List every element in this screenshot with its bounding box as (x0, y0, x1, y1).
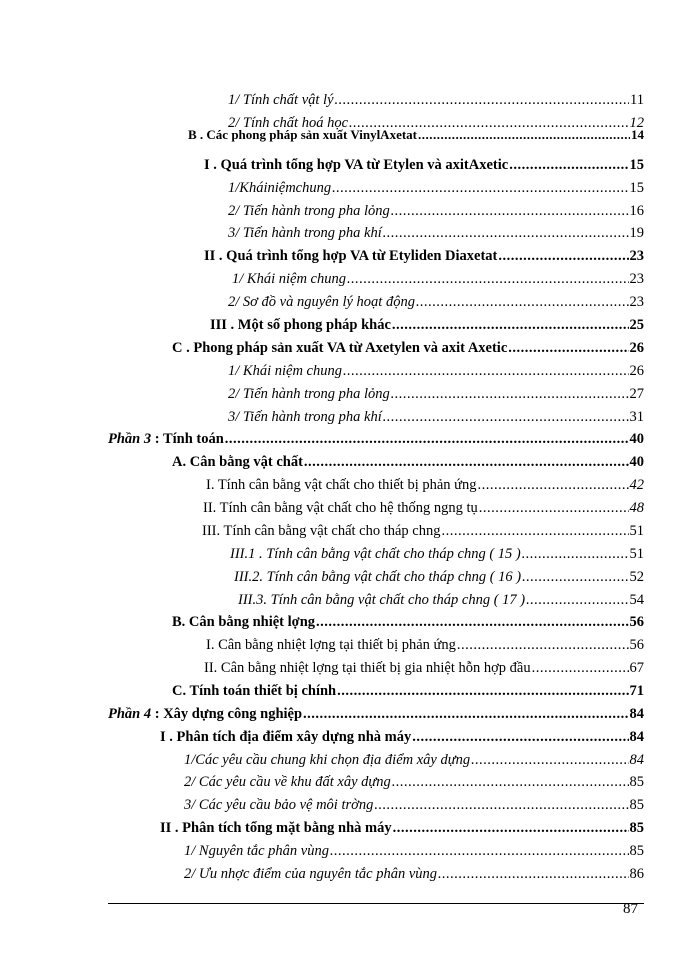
toc-entry-label: 1/ Khái niệm chung (232, 271, 346, 287)
footer-rule (108, 903, 644, 904)
toc-entry-page: 25 (629, 317, 644, 333)
toc-entry-page: 31 (629, 409, 644, 425)
toc-entry (234, 566, 644, 588)
toc-entry-label: III.3. Tính cân bằng vật chất cho tháp chng ( 17 ) (238, 592, 526, 608)
toc-entry (228, 89, 644, 111)
toc-entry-label: II . Quá trình tổng hợp VA từ Etyliden Diaxetat (204, 248, 498, 264)
toc-leader (457, 634, 629, 656)
toc-entry (228, 177, 644, 199)
toc-entry-label: III.2. Tính cân bằng vật chất cho tháp chng ( 16 ) (234, 569, 522, 585)
toc-entry-label: C . Phong pháp sản xuất VA từ Axetylen và axit Axetic (172, 340, 508, 356)
toc-entry-page: 27 (629, 386, 644, 402)
toc-leader (343, 360, 629, 382)
toc-leader (498, 245, 628, 267)
toc-entry (188, 124, 644, 146)
toc-entry (206, 474, 644, 496)
toc-leader (508, 337, 628, 359)
toc-entry-page: 15 (629, 180, 644, 196)
toc-entry-label: : Tính toán (151, 431, 224, 447)
toc-entry-page: 85 (629, 843, 644, 859)
toc-entry-page: 11 (630, 92, 644, 108)
toc-entry-label: 2/ Ưu nhợc điểm của nguyên tắc phân vùng (184, 866, 438, 882)
toc-entry-label: III . Một số phong pháp khác (210, 317, 391, 333)
toc-entry (228, 200, 644, 222)
toc-entry-page: 67 (629, 660, 644, 676)
toc-entry-label: I. Cân bằng nhiệt lợng tại thiết bị phản ứng (206, 637, 456, 653)
toc-leader (479, 497, 629, 519)
toc-leader (347, 268, 629, 290)
toc-leader (392, 314, 629, 336)
toc-entry-label: 2/ Các yêu cầu về khu đất xây dựng (184, 774, 391, 790)
toc-entry (172, 611, 644, 633)
toc-leader (332, 177, 628, 199)
toc-entry-page: 56 (629, 614, 644, 630)
toc-entry (184, 771, 644, 793)
toc-entry (184, 840, 644, 862)
toc-entry (184, 863, 644, 885)
toc-entry-page: 54 (629, 592, 644, 608)
toc-entry-label: II. Tính cân bằng vật chất cho hệ thống ngng tụ (203, 500, 478, 516)
page-number: 87 (623, 901, 638, 917)
toc-entry (228, 222, 644, 244)
toc-entry (228, 406, 644, 428)
toc-entry-label: 1/Các yêu cầu chung khi chọn địa điểm xây dựng (184, 752, 471, 768)
toc-entry-label: B . Các phong pháp sản xuất VinylAxetat (188, 127, 417, 142)
toc-entry (204, 154, 644, 176)
toc-leader (330, 840, 629, 862)
toc-entry-label: III.1 . Tính cân bằng vật chất cho tháp chng ( 15 ) (230, 546, 521, 562)
toc-leader (316, 611, 628, 633)
toc-leader (391, 383, 629, 405)
toc-entry-page: 23 (629, 248, 644, 264)
toc-entry-page: 12 (629, 115, 644, 131)
toc-entry (204, 245, 644, 267)
toc-entry (232, 268, 644, 290)
toc-entry-label: 1/Kháiniệmchung (228, 180, 332, 196)
toc-leader (304, 451, 629, 473)
toc-leader (391, 200, 629, 222)
toc-entry-label: 3/ Tiến hành trong pha khí (228, 225, 382, 241)
toc-entry-label: A. Cân bằng vật chất (172, 454, 303, 470)
toc-leader (337, 680, 628, 702)
toc-entry-label: 2/ Tính chất hoá học (228, 115, 349, 131)
toc-entry (238, 589, 644, 611)
toc-entry (172, 451, 644, 473)
toc-entry-label: III. Tính cân bằng vật chất cho tháp chng (202, 523, 441, 539)
toc-entry (202, 520, 644, 542)
toc-entry-page: 26 (629, 363, 644, 379)
toc-leader (335, 89, 630, 111)
toc-entry-label: B. Cân bằng nhiệt lợng (172, 614, 316, 630)
toc-entry-label: II . Phân tích tổng mặt bằng nhà máy (160, 820, 392, 836)
toc-entry-label: : Xây dựng công nghiệp (151, 706, 303, 722)
toc-leader (393, 817, 629, 839)
toc-leader (374, 794, 628, 816)
toc-entry-page: 40 (629, 431, 644, 447)
toc-leader (416, 291, 629, 313)
toc-entry (172, 337, 644, 359)
toc-entry-label: 2/ Sơ đồ và nguyên lý hoạt động (228, 294, 415, 310)
toc-leader (418, 124, 630, 146)
toc-entry-label: 1/ Nguyên tắc phân vùng (184, 843, 329, 859)
toc-leader (522, 543, 629, 565)
toc-entry-page: 23 (629, 271, 644, 287)
toc-leader (303, 703, 628, 725)
toc-leader (438, 863, 628, 885)
toc-entry-label: 3/ Tiến hành trong pha khí (228, 409, 382, 425)
toc-entry-label: 2/ Tiến hành trong pha lỏng (228, 203, 390, 219)
toc-leader (526, 589, 628, 611)
toc-part-prefix: Phần 3 (108, 431, 152, 447)
toc-leader (383, 222, 629, 244)
toc-entry-page: 40 (629, 454, 644, 470)
toc-entry-page: 51 (629, 523, 644, 539)
toc-entry-page: 19 (629, 225, 644, 241)
toc-entry-page: 85 (629, 820, 644, 836)
toc-entry (160, 726, 644, 748)
toc-entry (108, 703, 644, 725)
toc-entry (228, 383, 644, 405)
toc-entry (160, 817, 644, 839)
toc-leader (478, 474, 629, 496)
toc-entry-page: 42 (629, 477, 644, 493)
toc-entry-page: 71 (629, 683, 644, 699)
toc-entry-page: 56 (629, 637, 644, 653)
toc-entry-page: 52 (629, 569, 644, 585)
toc-entry-label: II. Cân bằng nhiệt lợng tại thiết bị gia nhiệt hỗn hợp đầu (204, 660, 531, 676)
toc-leader (442, 520, 629, 542)
toc-entry (228, 360, 644, 382)
toc-entry-page: 51 (629, 546, 644, 562)
toc-entry-label: 2/ Tiến hành trong pha lỏng (228, 386, 390, 402)
toc-entry-page: 85 (629, 797, 644, 813)
toc-entry-page: 15 (629, 157, 644, 173)
toc-leader (522, 566, 628, 588)
toc-leader (392, 771, 629, 793)
toc-entry-page: 16 (629, 203, 644, 219)
toc-entry-page: 48 (629, 500, 644, 516)
toc-entry-page: 14 (631, 127, 644, 142)
toc-entry-label: I . Phân tích địa điểm xây dựng nhà máy (160, 729, 412, 745)
toc-entry-page: 23 (629, 294, 644, 310)
toc-entry-label: C. Tính toán thiết bị chính (172, 683, 337, 699)
toc-entry-page: 84 (629, 706, 644, 722)
toc-leader (225, 428, 629, 450)
toc-entry-page: 86 (629, 866, 644, 882)
toc-entry (204, 657, 644, 679)
toc-leader (412, 726, 628, 748)
toc-entry-page: 26 (629, 340, 644, 356)
toc-entry-label: I. Tính cân bằng vật chất cho thiết bị phản ứng (206, 477, 477, 493)
toc-entry-label: 1/ Tính chất vật lý (228, 92, 334, 108)
toc-entry (206, 634, 644, 656)
toc-entry-label: 3/ Các yêu cầu bảo vệ môi trờng (184, 797, 374, 813)
toc-leader (532, 657, 629, 679)
toc-entry (228, 291, 644, 313)
toc-entry-label: I . Quá trình tổng hợp VA từ Etylen và axitAxetic (204, 157, 509, 173)
toc-entry (203, 497, 644, 519)
toc-entry-page: 84 (629, 729, 644, 745)
toc-entry (108, 428, 644, 450)
toc-entry (210, 314, 644, 336)
toc-leader (509, 154, 628, 176)
toc-part-prefix: Phần 4 (108, 706, 152, 722)
toc-entry-page: 84 (629, 752, 644, 768)
toc-entry (184, 794, 644, 816)
toc-leader (383, 406, 629, 428)
toc-entry (184, 749, 644, 771)
toc-entry (230, 543, 644, 565)
toc-entry-page: 85 (629, 774, 644, 790)
toc-entry-label: 1/ Khái niệm chung (228, 363, 342, 379)
toc-leader (471, 749, 628, 771)
toc-entry (172, 680, 644, 702)
